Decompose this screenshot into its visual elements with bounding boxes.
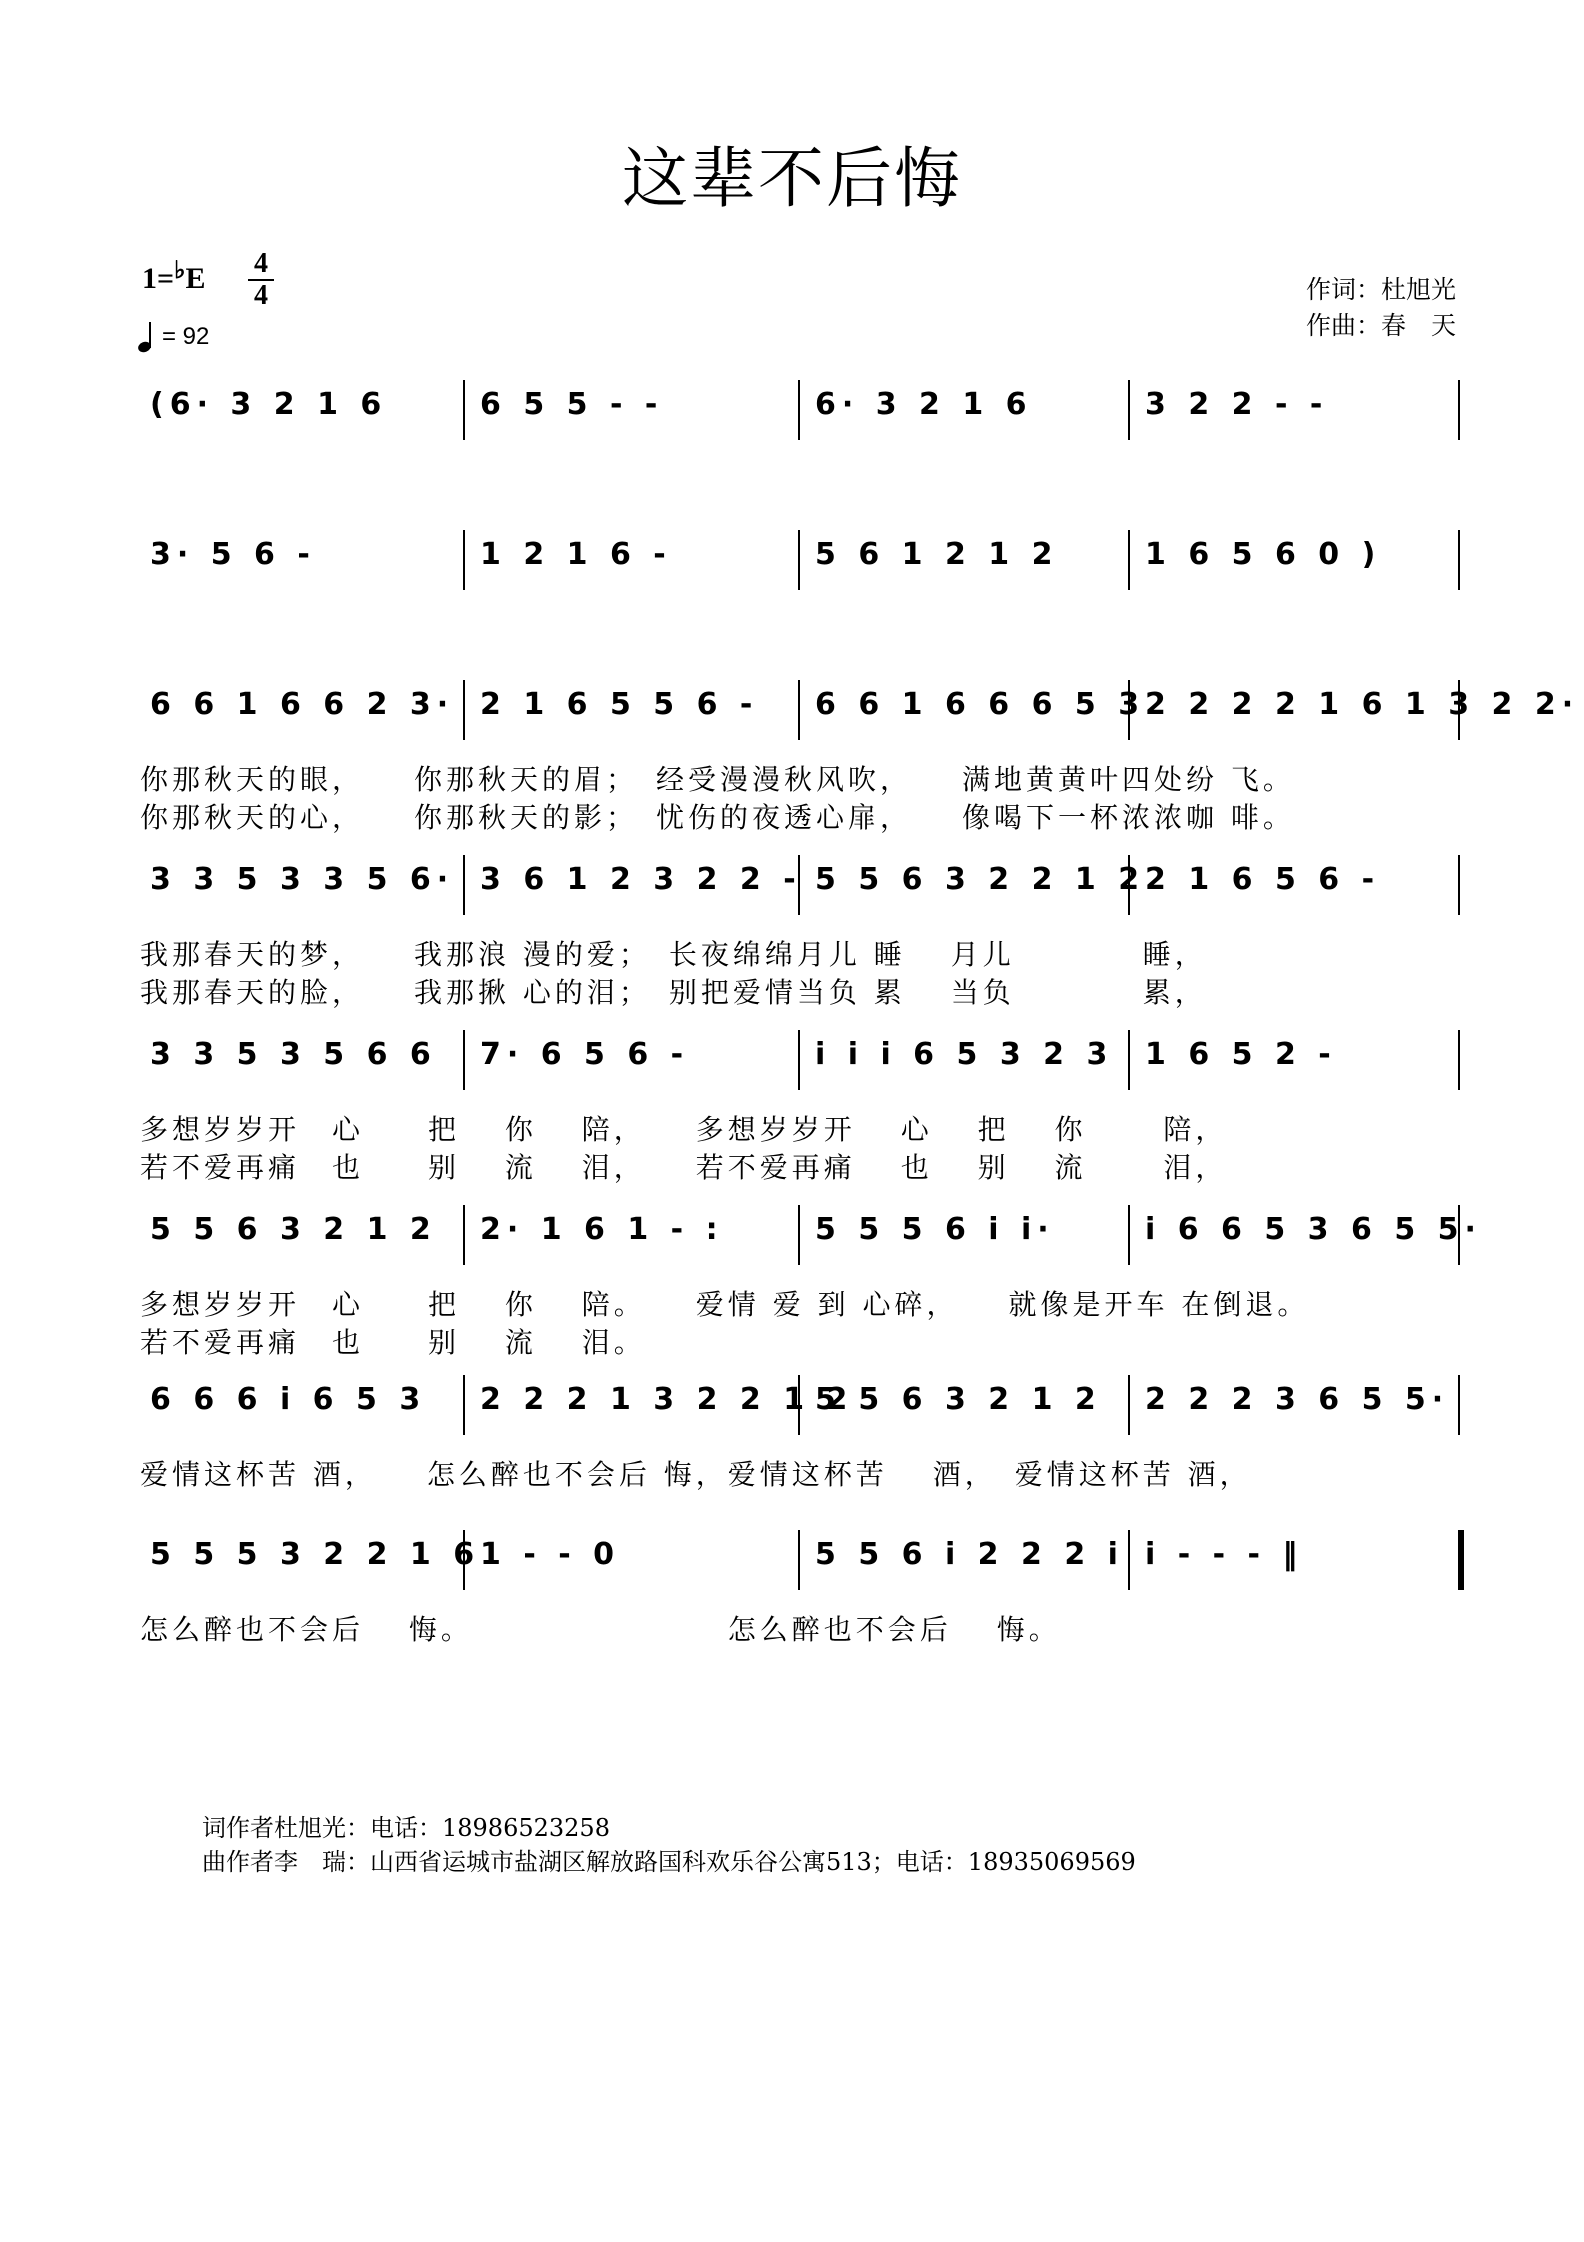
time-signature — [248, 250, 274, 310]
lyric-line: 你那秋天的心， 你那秋天的影； 忧伤的夜透心扉， 像喝下一杯浓浓咖 啡。 — [140, 801, 1295, 834]
measure-notes: i 6 6 5 3 6 5 5· — [1145, 1212, 1482, 1247]
barline — [1458, 1530, 1464, 1590]
key-letter: E — [185, 262, 206, 295]
key-signature — [142, 258, 206, 296]
barline — [1458, 1030, 1460, 1090]
barline — [1458, 855, 1460, 915]
measure-notes: i i i 6 5 3 2 3 — [815, 1037, 1114, 1072]
meter-bottom: 4 — [254, 280, 268, 311]
barline — [463, 1030, 465, 1090]
lyric-line: 多想岁岁开 心 把 你 陪， 多想岁岁开 心 把 你 陪， — [140, 1113, 1228, 1146]
measure-notes: 2 2 2 3 6 5 5· — [1145, 1382, 1450, 1417]
barline — [1128, 1030, 1130, 1090]
measure-notes: 3 3 5 3 3 5 6· — [150, 862, 455, 897]
measure-notes: 5 5 6 3 2 1 2 — [150, 1212, 437, 1247]
barline — [463, 380, 465, 440]
measure-notes: 5 5 6 3 2 2 1 2 — [815, 862, 1146, 897]
barline — [798, 680, 800, 740]
measure-notes: 6 5 5 - - — [480, 387, 664, 422]
barline — [1128, 1205, 1130, 1265]
measure-notes: i - - - ‖ — [1145, 1537, 1304, 1572]
measure-notes: 2 2 2 1 3 2 2 1 2 — [480, 1382, 854, 1417]
barline — [1128, 1530, 1130, 1590]
measure-notes: (6· 3 2 1 6 — [150, 387, 388, 422]
lyric-line: 若不爱再痛 也 别 流 泪， 若不爱再痛 也 别 流 泪， — [140, 1151, 1228, 1184]
measure-notes: 3 2 2 - - — [1145, 387, 1329, 422]
tempo-value: = 92 — [162, 323, 210, 350]
barline — [463, 855, 465, 915]
barline — [1458, 380, 1460, 440]
measure-notes: 5 5 5 3 2 2 1 6 — [150, 1537, 481, 1572]
lyric-line: 我那春天的脸， 我那揪 心的泪； 别把爱情当负 累 当负 累， — [140, 976, 1207, 1009]
tempo-marking — [138, 322, 209, 352]
measure-notes: 2 2 2 2 1 6 1 3 2 2· — [1145, 687, 1580, 722]
quarter-note-icon — [138, 322, 154, 352]
measure-notes: 6 6 1 6 6 2 3· — [150, 687, 455, 722]
barline — [463, 680, 465, 740]
lyric-line: 我那春天的梦， 我那浪 漫的爱； 长夜绵绵月儿 睡 月儿 睡， — [140, 938, 1207, 971]
measure-notes: 3· 5 6 - — [150, 537, 316, 572]
lyric-line: 多想岁岁开 心 把 你 陪。 爱情 爱 到 心碎， 就像是开车 在倒退。 — [140, 1288, 1310, 1321]
measure-notes: 7· 6 5 6 - — [480, 1037, 690, 1072]
barline — [1458, 1375, 1460, 1435]
key-prefix: 1= — [142, 262, 175, 295]
lyric-line: 爱情这杯苦 酒， 怎么醉也不会后 悔，爱情这杯苦 酒， 爱情这杯苦 酒， — [140, 1458, 1252, 1491]
barline — [798, 1530, 800, 1590]
measure-notes: 6 6 1 6 6 6 5 3 — [815, 687, 1146, 722]
barline — [463, 530, 465, 590]
lyric-line: 若不爱再痛 也 别 流 泪。 — [140, 1326, 646, 1359]
measure-notes: 5 6 1 2 1 2 — [815, 537, 1059, 572]
measure-notes: 1 6 5 2 - — [1145, 1037, 1337, 1072]
measure-notes: 2· 1 6 1 - : — [480, 1212, 724, 1247]
barline — [798, 1030, 800, 1090]
measure-notes: 6 6 6 i 6 5 3 — [150, 1382, 427, 1417]
barline — [1128, 380, 1130, 440]
measure-notes: 5 5 5 6 i i· — [815, 1212, 1055, 1247]
flat-sign: ♭ — [174, 258, 186, 284]
measure-notes: 2 1 6 5 5 6 - — [480, 687, 759, 722]
barline — [1128, 530, 1130, 590]
composer-credit: 作曲：春 天 — [1305, 311, 1456, 340]
meter-top: 4 — [254, 248, 268, 279]
lyricist-credit: 作词：杜旭光 — [1305, 275, 1456, 304]
footer-lyricist-contact: 词作者杜旭光：电话：18986523258 — [202, 1814, 610, 1842]
barline — [463, 1375, 465, 1435]
measure-notes: 3 3 5 3 5 6 6 — [150, 1037, 437, 1072]
barline — [798, 380, 800, 440]
lyric-line: 你那秋天的眼， 你那秋天的眉； 经受漫漫秋风吹， 满地黄黄叶四处纷 飞。 — [140, 763, 1295, 796]
lyric-line: 怎么醉也不会后 悔。 怎么醉也不会后 悔。 — [140, 1613, 1061, 1646]
measure-notes: 5 5 6 i 2 2 2 i — [815, 1537, 1124, 1572]
measure-notes: 3 6 1 2 3 2 2 - — [480, 862, 802, 897]
footer-composer-contact: 曲作者李 瑞：山西省运城市盐湖区解放路国科欢乐谷公寓513；电话：18935069569 — [202, 1848, 1136, 1876]
measure-notes: 1 - - 0 — [480, 1537, 620, 1572]
barline — [1458, 530, 1460, 590]
barline — [798, 1205, 800, 1265]
measure-notes: 2 1 6 5 6 - — [1145, 862, 1381, 897]
measure-notes: 1 2 1 6 - — [480, 537, 672, 572]
song-title: 这辈不后悔 — [622, 140, 962, 217]
measure-notes: 5 5 6 3 2 1 2 — [815, 1382, 1102, 1417]
measure-notes: 6· 3 2 1 6 — [815, 387, 1033, 422]
barline — [798, 530, 800, 590]
measure-notes: 1 6 5 6 0 ) — [1145, 537, 1382, 572]
barline — [463, 1205, 465, 1265]
barline — [1128, 1375, 1130, 1435]
